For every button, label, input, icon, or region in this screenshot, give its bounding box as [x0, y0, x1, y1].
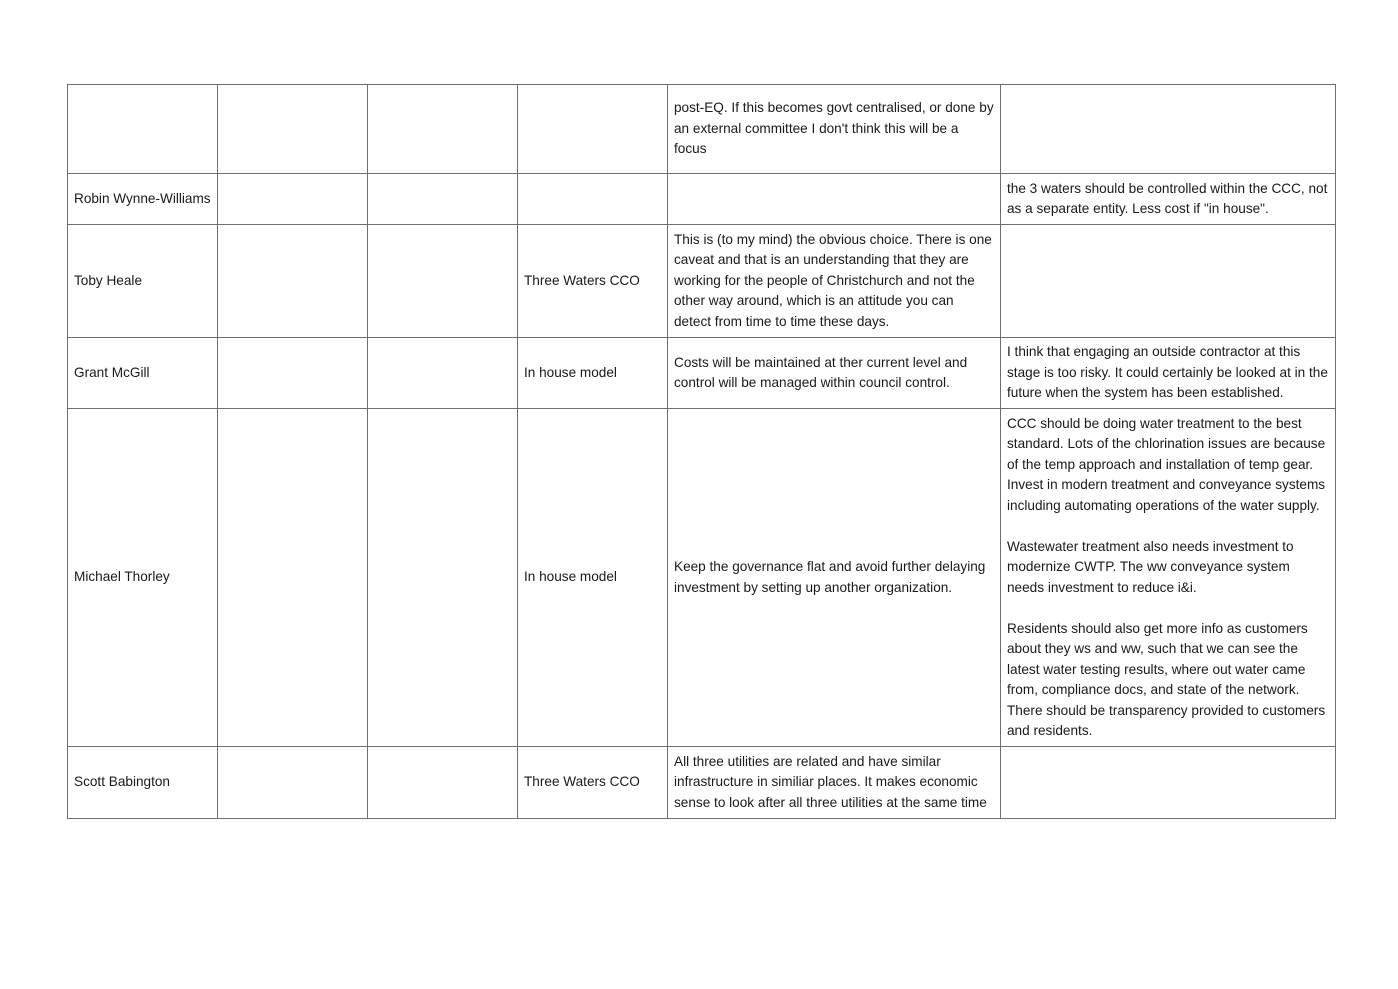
blank-cell: [218, 409, 368, 747]
preferred-model-cell: [518, 174, 668, 225]
submitter-name-cell: Scott Babington: [68, 747, 218, 819]
table-row: [68, 338, 1336, 409]
comment-cell: [1001, 85, 1336, 174]
table-row: [68, 225, 1336, 338]
submitter-name-cell: [68, 85, 218, 174]
submissions-table: [67, 84, 1336, 819]
blank-cell: [218, 85, 368, 174]
submitter-name-cell: Grant McGill: [68, 338, 218, 409]
comment-cell: [1001, 747, 1336, 819]
submitter-name-cell: Robin Wynne-Williams: [68, 174, 218, 225]
reason-cell: [668, 174, 1001, 225]
submitter-name-cell: Toby Heale: [68, 225, 218, 338]
reason-cell: Costs will be maintained at ther current level and control will be managed within council control.: [668, 338, 1001, 409]
table-row: [68, 174, 1336, 225]
blank-cell: [368, 409, 518, 747]
comment-cell: I think that engaging an outside contractor at this stage is too risky. It could certainly be looked at in the future when the system has been established.: [1001, 338, 1336, 409]
table-row: [68, 85, 1336, 174]
reason-cell: This is (to my mind) the obvious choice. There is one caveat and that is an understanding that they are working for the people of Christchurch and not the other way around, which is an attitude you can detect from time to time these days.: [668, 225, 1001, 338]
comment-cell: CCC should be doing water treatment to the best standard. Lots of the chlorination issues are because of the temp approach and installation of temp gear. Invest in modern treatment and conveyance systems including automating operations of the water supply. Wastewater treatment also needs investment to modernize CWTP. The ww conveyance system needs investment to reduce i&i. Residents should also get more info as customers about they ws and ww, such that we can see the latest water testing results, where out water came from, compliance docs, and state of the network. There should be transparency provided to customers and residents.: [1001, 409, 1336, 747]
table-row: [68, 409, 1336, 747]
preferred-model-cell: In house model: [518, 338, 668, 409]
blank-cell: [368, 338, 518, 409]
blank-cell: [368, 174, 518, 225]
blank-cell: [368, 225, 518, 338]
blank-cell: [218, 747, 368, 819]
reason-cell: All three utilities are related and have similar infrastructure in similiar places. It makes economic sense to look after all three utilities at the same time: [668, 747, 1001, 819]
comment-cell: [1001, 225, 1336, 338]
submitter-name-cell: Michael Thorley: [68, 409, 218, 747]
reason-cell: post-EQ. If this becomes govt centralised, or done by an external committee I don't think this will be a focus: [668, 85, 1001, 174]
reason-cell: Keep the governance flat and avoid further delaying investment by setting up another organization.: [668, 409, 1001, 747]
preferred-model-cell: Three Waters CCO: [518, 747, 668, 819]
preferred-model-cell: Three Waters CCO: [518, 225, 668, 338]
blank-cell: [218, 225, 368, 338]
table-row: [68, 747, 1336, 819]
blank-cell: [218, 174, 368, 225]
comment-cell: the 3 waters should be controlled within the CCC, not as a separate entity. Less cost if "in house".: [1001, 174, 1336, 225]
blank-cell: [218, 338, 368, 409]
blank-cell: [368, 85, 518, 174]
blank-cell: [368, 747, 518, 819]
preferred-model-cell: [518, 85, 668, 174]
preferred-model-cell: In house model: [518, 409, 668, 747]
